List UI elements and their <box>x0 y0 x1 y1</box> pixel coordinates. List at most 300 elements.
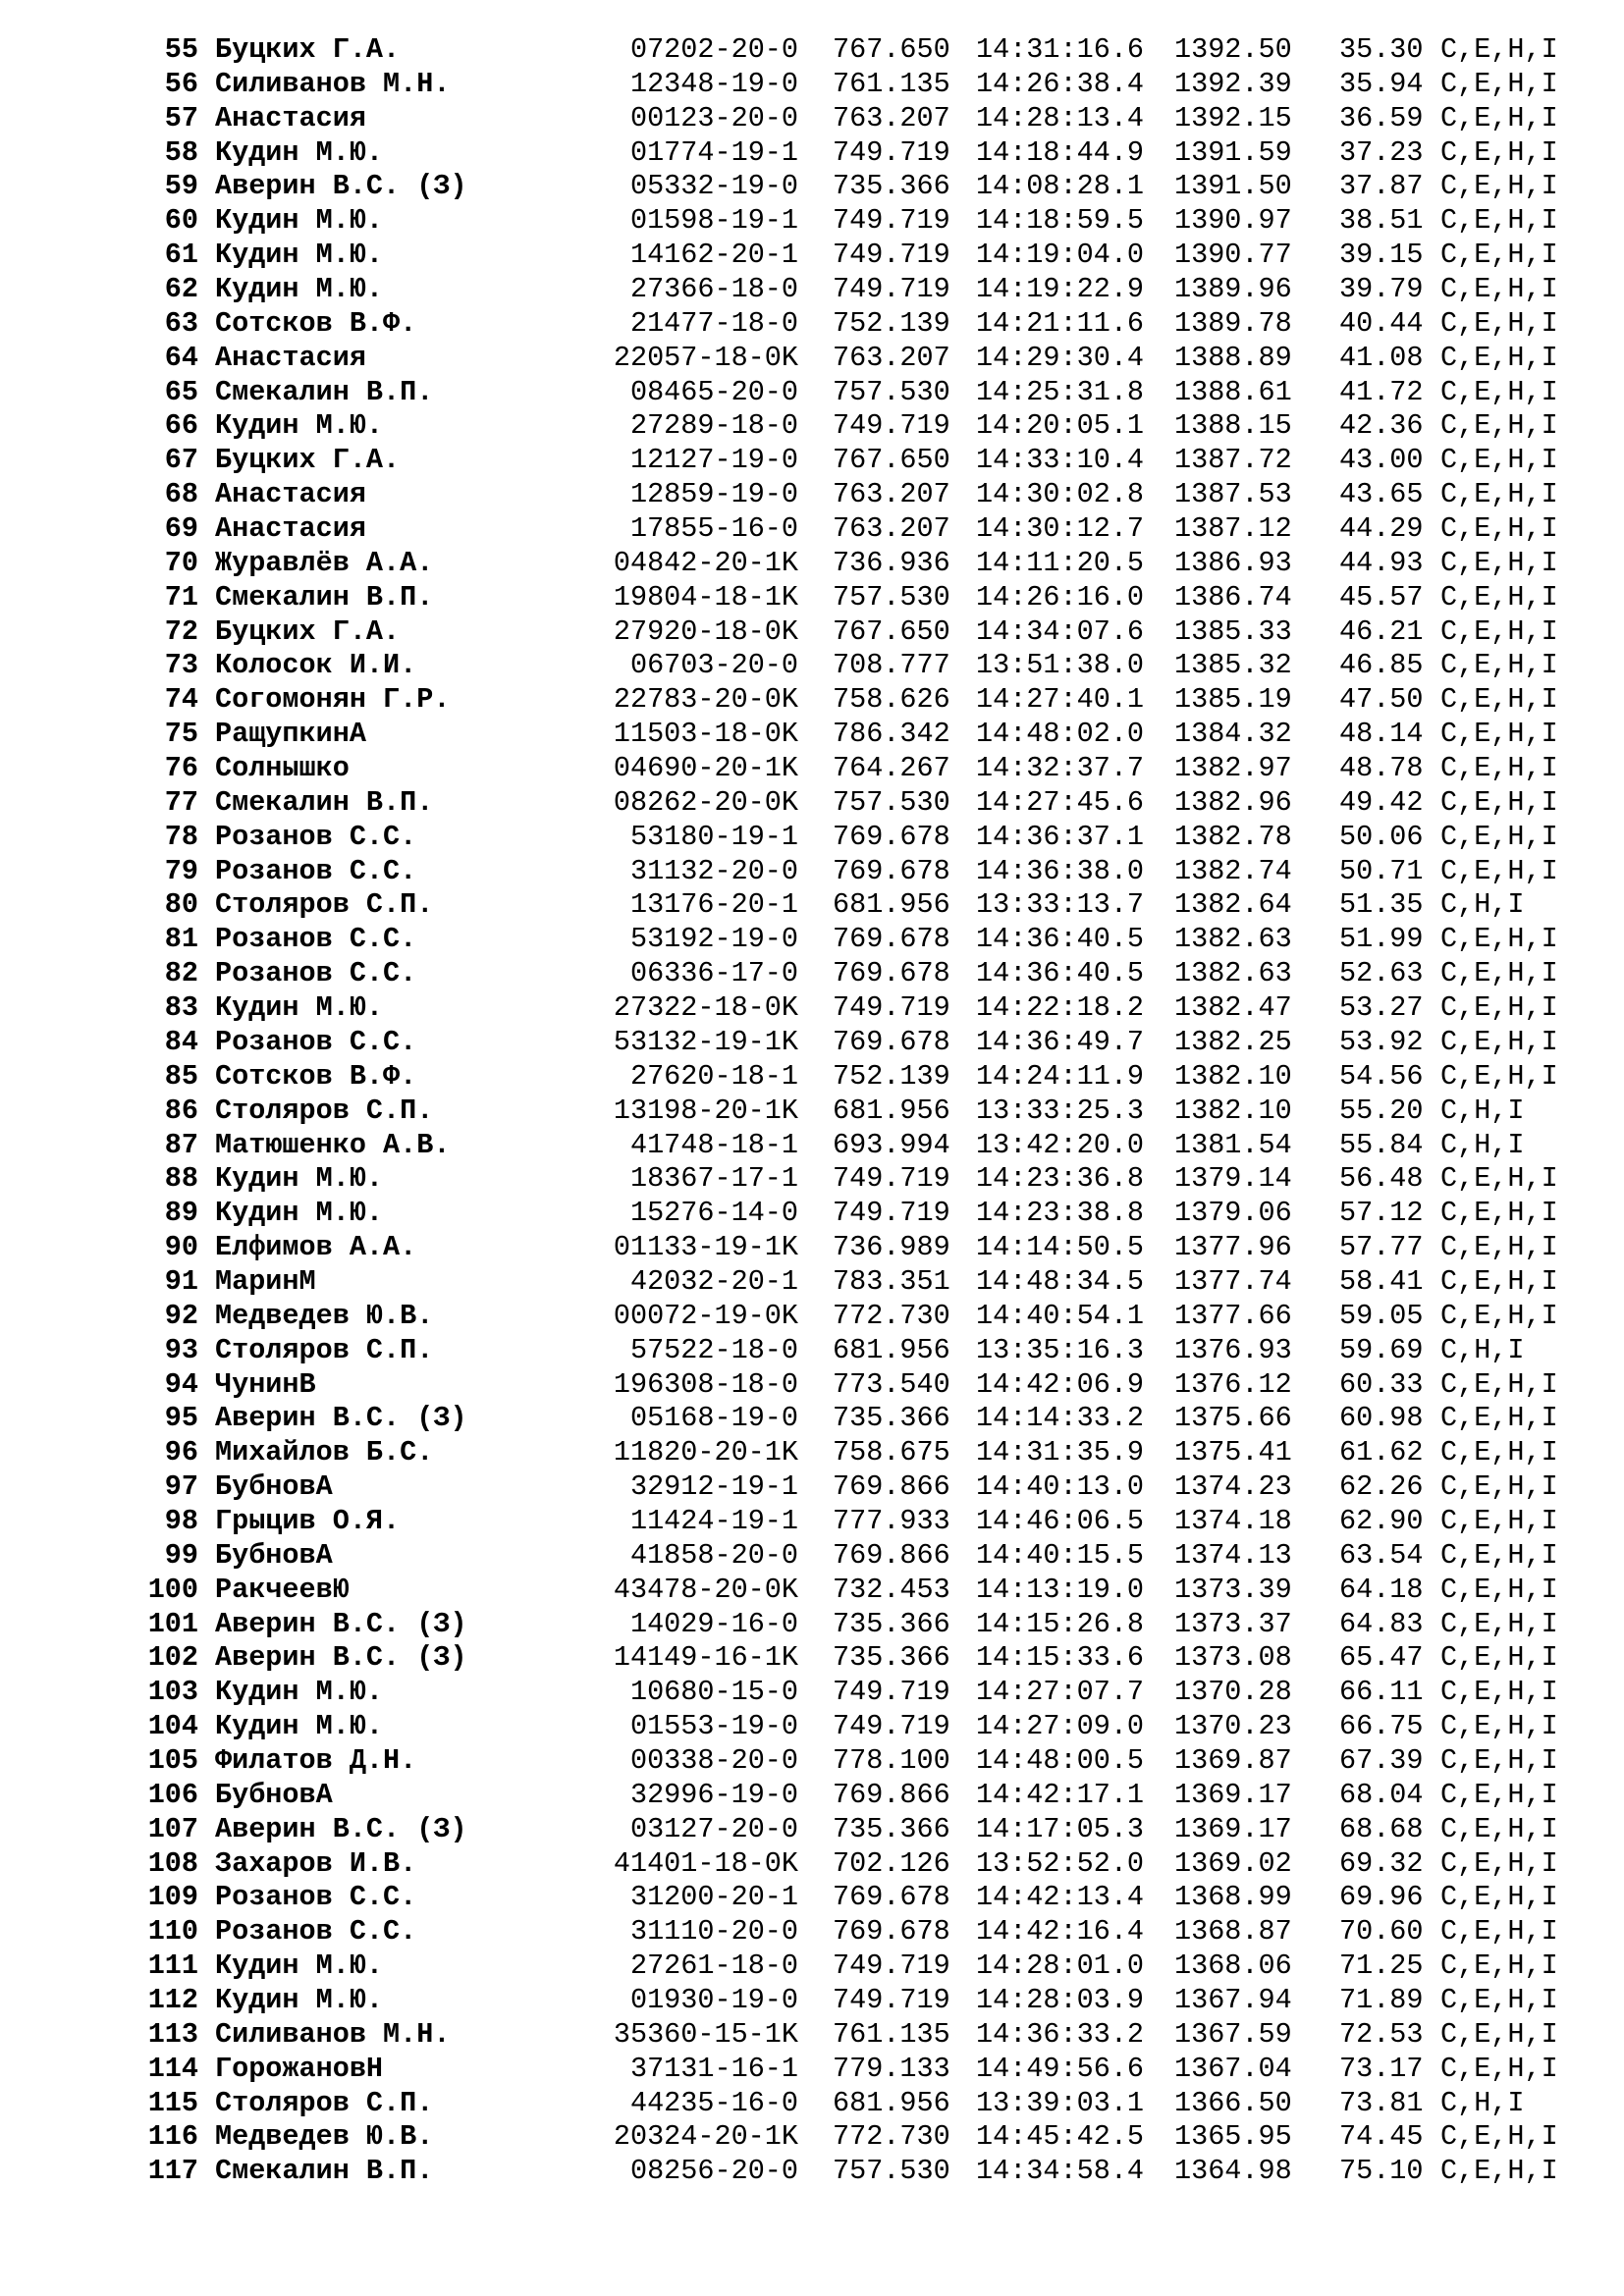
coefficient-cell: 41.72 <box>1339 375 1424 408</box>
marks-cell: C,E,H,I <box>1440 1367 1558 1401</box>
arrival-time-cell: 13:39:03.1 <box>976 2086 1145 2119</box>
arrival-time-cell: 14:20:05.1 <box>976 409 1145 443</box>
fancier-name-cell: Филатов Д.Н. <box>215 1743 417 1777</box>
coefficient-cell: 40.44 <box>1339 306 1424 340</box>
ring-number-cell: 20324-20-1K <box>613 2120 798 2154</box>
speed-cell: 1367.59 <box>1174 2017 1292 2051</box>
distance-cell: 693.994 <box>833 1128 950 1161</box>
ring-number-cell: 13198-20-1K <box>613 1094 798 1127</box>
place-cell: 97 <box>164 1470 198 1504</box>
arrival-time-cell: 14:28:01.0 <box>976 1949 1145 1983</box>
place-cell: 72 <box>164 614 198 648</box>
coefficient-cell: 67.39 <box>1339 1743 1424 1777</box>
place-cell: 59 <box>164 170 198 203</box>
arrival-time-cell: 14:24:11.9 <box>976 1059 1145 1093</box>
ring-number-cell: 03127-20-0 <box>629 1812 798 1845</box>
distance-cell: 761.135 <box>833 2017 950 2051</box>
place-cell: 107 <box>147 1812 198 1845</box>
speed-cell: 1373.08 <box>1174 1641 1292 1675</box>
arrival-time-cell: 14:31:35.9 <box>976 1436 1145 1469</box>
speed-cell: 1381.54 <box>1174 1128 1292 1161</box>
speed-cell: 1373.39 <box>1174 1573 1292 1606</box>
result-row <box>0 1744 1624 1779</box>
coefficient-cell: 65.47 <box>1339 1641 1424 1675</box>
distance-cell: 681.956 <box>833 1094 950 1127</box>
fancier-name-cell: Смекалин В.П. <box>215 375 434 408</box>
distance-cell: 767.650 <box>833 33 950 66</box>
place-cell: 93 <box>164 1333 198 1366</box>
fancier-name-cell: Медведев Ю.В. <box>215 2120 434 2154</box>
distance-cell: 764.267 <box>833 752 950 785</box>
fancier-name-cell: Колосок И.И. <box>215 649 417 682</box>
marks-cell: C,E,H,I <box>1440 1846 1558 1880</box>
ring-number-cell: 12348-19-0 <box>629 67 798 100</box>
ring-number-cell: 05168-19-0 <box>629 1402 798 1435</box>
fancier-name-cell: Кудин М.Ю. <box>215 991 384 1025</box>
speed-cell: 1390.97 <box>1174 204 1292 238</box>
fancier-name-cell: Смекалин В.П. <box>215 580 434 614</box>
arrival-time-cell: 14:27:45.6 <box>976 785 1145 819</box>
ring-number-cell: 11503-18-0K <box>613 718 798 751</box>
marks-cell: C,E,H,I <box>1440 1710 1558 1743</box>
place-cell: 101 <box>147 1607 198 1640</box>
ring-number-cell: 14162-20-1 <box>629 239 798 272</box>
arrival-time-cell: 14:23:38.8 <box>976 1197 1145 1230</box>
distance-cell: 769.866 <box>833 1778 950 1811</box>
coefficient-cell: 69.32 <box>1339 1846 1424 1880</box>
place-cell: 115 <box>147 2086 198 2119</box>
ring-number-cell: 14029-16-0 <box>629 1607 798 1640</box>
speed-cell: 1384.32 <box>1174 718 1292 751</box>
coefficient-cell: 62.90 <box>1339 1504 1424 1537</box>
fancier-name-cell: Грыцив О.Я. <box>215 1504 401 1537</box>
ring-number-cell: 01553-19-0 <box>629 1710 798 1743</box>
result-row <box>0 1641 1624 1676</box>
place-cell: 67 <box>164 444 198 477</box>
result-row <box>0 1162 1624 1197</box>
marks-cell: C,E,H,I <box>1440 1915 1558 1949</box>
distance-cell: 749.719 <box>833 1197 950 1230</box>
arrival-time-cell: 14:27:07.7 <box>976 1676 1145 1709</box>
coefficient-cell: 62.26 <box>1339 1470 1424 1504</box>
speed-cell: 1385.32 <box>1174 649 1292 682</box>
place-cell: 88 <box>164 1162 198 1196</box>
fancier-name-cell: БубновА <box>215 1470 333 1504</box>
marks-cell: C,H,I <box>1440 1094 1525 1127</box>
arrival-time-cell: 14:40:15.5 <box>976 1538 1145 1572</box>
fancier-name-cell: Розанов С.С. <box>215 1025 417 1058</box>
coefficient-cell: 35.30 <box>1339 33 1424 66</box>
arrival-time-cell: 14:45:42.5 <box>976 2120 1145 2154</box>
distance-cell: 732.453 <box>833 1573 950 1606</box>
arrival-time-cell: 14:34:07.6 <box>976 614 1145 648</box>
distance-cell: 736.989 <box>833 1231 950 1264</box>
place-cell: 76 <box>164 752 198 785</box>
result-row <box>0 478 1624 512</box>
marks-cell: C,E,H,I <box>1440 546 1558 579</box>
coefficient-cell: 66.75 <box>1339 1710 1424 1743</box>
ring-number-cell: 06703-20-0 <box>629 649 798 682</box>
marks-cell: C,E,H,I <box>1440 409 1558 443</box>
place-cell: 69 <box>164 512 198 546</box>
arrival-time-cell: 14:27:09.0 <box>976 1710 1145 1743</box>
fancier-name-cell: Розанов С.С. <box>215 1881 417 1914</box>
result-row <box>0 1197 1624 1231</box>
distance-cell: 749.719 <box>833 409 950 443</box>
marks-cell: C,E,H,I <box>1440 820 1558 853</box>
result-row <box>0 1095 1624 1129</box>
result-row <box>0 409 1624 444</box>
result-row <box>0 991 1624 1026</box>
arrival-time-cell: 14:21:11.6 <box>976 306 1145 340</box>
fancier-name-cell: ГорожановН <box>215 2052 384 2085</box>
coefficient-cell: 55.20 <box>1339 1094 1424 1127</box>
arrival-time-cell: 14:14:33.2 <box>976 1402 1145 1435</box>
result-row <box>0 1300 1624 1334</box>
place-cell: 104 <box>147 1710 198 1743</box>
ring-number-cell: 01133-19-1K <box>613 1231 798 1264</box>
arrival-time-cell: 14:30:12.7 <box>976 512 1145 546</box>
fancier-name-cell: Матюшенко А.В. <box>215 1128 451 1161</box>
distance-cell: 708.777 <box>833 649 950 682</box>
speed-cell: 1370.23 <box>1174 1710 1292 1743</box>
result-row <box>0 1710 1624 1744</box>
result-row <box>0 33 1624 68</box>
speed-cell: 1390.77 <box>1174 239 1292 272</box>
speed-cell: 1368.06 <box>1174 1949 1292 1983</box>
speed-cell: 1392.15 <box>1174 101 1292 134</box>
place-cell: 113 <box>147 2017 198 2051</box>
distance-cell: 749.719 <box>833 204 950 238</box>
coefficient-cell: 36.59 <box>1339 101 1424 134</box>
coefficient-cell: 55.84 <box>1339 1128 1424 1161</box>
result-row <box>0 1847 1624 1882</box>
fancier-name-cell: Сотсков В.Ф. <box>215 1059 417 1093</box>
arrival-time-cell: 14:31:16.6 <box>976 33 1145 66</box>
arrival-time-cell: 14:28:03.9 <box>976 1983 1145 2016</box>
ring-number-cell: 41858-20-0 <box>629 1538 798 1572</box>
place-cell: 75 <box>164 718 198 751</box>
distance-cell: 736.936 <box>833 546 950 579</box>
fancier-name-cell: Михайлов Б.С. <box>215 1436 434 1469</box>
ring-number-cell: 08465-20-0 <box>629 375 798 408</box>
result-row <box>0 273 1624 307</box>
speed-cell: 1369.87 <box>1174 1743 1292 1777</box>
distance-cell: 702.126 <box>833 1846 950 1880</box>
ring-number-cell: 00072-19-0K <box>613 1299 798 1332</box>
coefficient-cell: 43.00 <box>1339 444 1424 477</box>
ring-number-cell: 57522-18-0 <box>629 1333 798 1366</box>
result-row <box>0 547 1624 581</box>
coefficient-cell: 51.35 <box>1339 888 1424 922</box>
arrival-time-cell: 14:25:31.8 <box>976 375 1145 408</box>
speed-cell: 1369.02 <box>1174 1846 1292 1880</box>
arrival-time-cell: 14:22:18.2 <box>976 991 1145 1025</box>
place-cell: 68 <box>164 478 198 511</box>
fancier-name-cell: Силиванов М.Н. <box>215 2017 451 2051</box>
fancier-name-cell: Аверин В.С. (З) <box>215 1641 467 1675</box>
speed-cell: 1382.64 <box>1174 888 1292 922</box>
ring-number-cell: 22057-18-0K <box>613 341 798 374</box>
place-cell: 86 <box>164 1094 198 1127</box>
result-row <box>0 1608 1624 1642</box>
arrival-time-cell: 14:48:34.5 <box>976 1264 1145 1298</box>
speed-cell: 1382.97 <box>1174 752 1292 785</box>
coefficient-cell: 70.60 <box>1339 1915 1424 1949</box>
ring-number-cell: 53132-19-1K <box>613 1025 798 1058</box>
result-row <box>0 1129 1624 1163</box>
fancier-name-cell: Анастасия <box>215 512 366 546</box>
place-cell: 56 <box>164 67 198 100</box>
place-cell: 116 <box>147 2120 198 2154</box>
distance-cell: 779.133 <box>833 2052 950 2085</box>
coefficient-cell: 38.51 <box>1339 204 1424 238</box>
result-row <box>0 1505 1624 1539</box>
ring-number-cell: 53180-19-1 <box>629 820 798 853</box>
speed-cell: 1389.96 <box>1174 273 1292 306</box>
marks-cell: C,E,H,I <box>1440 512 1558 546</box>
marks-cell: C,E,H,I <box>1440 1231 1558 1264</box>
arrival-time-cell: 14:28:13.4 <box>976 101 1145 134</box>
speed-cell: 1376.12 <box>1174 1367 1292 1401</box>
marks-cell: C,E,H,I <box>1440 33 1558 66</box>
speed-cell: 1375.66 <box>1174 1402 1292 1435</box>
marks-cell: C,E,H,I <box>1440 854 1558 887</box>
arrival-time-cell: 14:40:54.1 <box>976 1299 1145 1332</box>
distance-cell: 749.719 <box>833 273 950 306</box>
distance-cell: 763.207 <box>833 478 950 511</box>
speed-cell: 1388.89 <box>1174 341 1292 374</box>
fancier-name-cell: Буцких Г.А. <box>215 614 401 648</box>
coefficient-cell: 72.53 <box>1339 2017 1424 2051</box>
marks-cell: C,E,H,I <box>1440 1025 1558 1058</box>
coefficient-cell: 45.57 <box>1339 580 1424 614</box>
distance-cell: 772.730 <box>833 1299 950 1332</box>
distance-cell: 749.719 <box>833 1710 950 1743</box>
result-row <box>0 1436 1624 1470</box>
place-cell: 99 <box>164 1538 198 1572</box>
fancier-name-cell: Захаров И.В. <box>215 1846 417 1880</box>
marks-cell: C,E,H,I <box>1440 444 1558 477</box>
distance-cell: 769.678 <box>833 820 950 853</box>
place-cell: 112 <box>147 1983 198 2016</box>
marks-cell: C,E,H,I <box>1440 1402 1558 1435</box>
place-cell: 57 <box>164 101 198 134</box>
distance-cell: 752.139 <box>833 1059 950 1093</box>
place-cell: 61 <box>164 239 198 272</box>
fancier-name-cell: ЧунинВ <box>215 1367 316 1401</box>
result-row <box>0 2018 1624 2053</box>
fancier-name-cell: Сотсков В.Ф. <box>215 306 417 340</box>
arrival-time-cell: 14:19:22.9 <box>976 273 1145 306</box>
distance-cell: 769.866 <box>833 1470 950 1504</box>
distance-cell: 735.366 <box>833 1812 950 1845</box>
speed-cell: 1391.59 <box>1174 135 1292 169</box>
ring-number-cell: 10680-15-0 <box>629 1676 798 1709</box>
fancier-name-cell: Розанов С.С. <box>215 957 417 990</box>
coefficient-cell: 73.81 <box>1339 2086 1424 2119</box>
arrival-time-cell: 14:13:19.0 <box>976 1573 1145 1606</box>
arrival-time-cell: 14:29:30.4 <box>976 341 1145 374</box>
place-cell: 87 <box>164 1128 198 1161</box>
ring-number-cell: 00123-20-0 <box>629 101 798 134</box>
fancier-name-cell: Столяров С.П. <box>215 1333 434 1366</box>
coefficient-cell: 35.94 <box>1339 67 1424 100</box>
arrival-time-cell: 14:42:17.1 <box>976 1778 1145 1811</box>
arrival-time-cell: 14:48:02.0 <box>976 718 1145 751</box>
coefficient-cell: 63.54 <box>1339 1538 1424 1572</box>
arrival-time-cell: 14:18:44.9 <box>976 135 1145 169</box>
place-cell: 96 <box>164 1436 198 1469</box>
fancier-name-cell: Столяров С.П. <box>215 888 434 922</box>
result-row <box>0 1368 1624 1403</box>
distance-cell: 735.366 <box>833 1607 950 1640</box>
coefficient-cell: 71.89 <box>1339 1983 1424 2016</box>
ring-number-cell: 31132-20-0 <box>629 854 798 887</box>
speed-cell: 1382.25 <box>1174 1025 1292 1058</box>
marks-cell: C,E,H,I <box>1440 1264 1558 1298</box>
fancier-name-cell: Кудин М.Ю. <box>215 1162 384 1196</box>
marks-cell: C,E,H,I <box>1440 1470 1558 1504</box>
result-row <box>0 1026 1624 1060</box>
arrival-time-cell: 13:52:52.0 <box>976 1846 1145 1880</box>
ring-number-cell: 01774-19-1 <box>629 135 798 169</box>
coefficient-cell: 61.62 <box>1339 1436 1424 1469</box>
ring-number-cell: 32912-19-1 <box>629 1470 798 1504</box>
distance-cell: 735.366 <box>833 1641 950 1675</box>
place-cell: 60 <box>164 204 198 238</box>
result-row <box>0 170 1624 204</box>
coefficient-cell: 53.27 <box>1339 991 1424 1025</box>
result-row <box>0 786 1624 821</box>
fancier-name-cell: РакчеевЮ <box>215 1573 350 1606</box>
coefficient-cell: 68.04 <box>1339 1778 1424 1811</box>
marks-cell: C,E,H,I <box>1440 239 1558 272</box>
coefficient-cell: 66.11 <box>1339 1676 1424 1709</box>
place-cell: 63 <box>164 306 198 340</box>
speed-cell: 1377.74 <box>1174 1264 1292 1298</box>
ring-number-cell: 32996-19-0 <box>629 1778 798 1811</box>
marks-cell: C,H,I <box>1440 888 1525 922</box>
speed-cell: 1389.78 <box>1174 306 1292 340</box>
place-cell: 58 <box>164 135 198 169</box>
fancier-name-cell: Розанов С.С. <box>215 854 417 887</box>
result-row <box>0 1265 1624 1300</box>
ring-number-cell: 08262-20-0K <box>613 785 798 819</box>
coefficient-cell: 64.18 <box>1339 1573 1424 1606</box>
ring-number-cell: 06336-17-0 <box>629 957 798 990</box>
place-cell: 91 <box>164 1264 198 1298</box>
coefficient-cell: 51.99 <box>1339 923 1424 956</box>
arrival-time-cell: 13:33:13.7 <box>976 888 1145 922</box>
result-row <box>0 1574 1624 1608</box>
arrival-time-cell: 13:35:16.3 <box>976 1333 1145 1366</box>
distance-cell: 757.530 <box>833 785 950 819</box>
place-cell: 92 <box>164 1299 198 1332</box>
place-cell: 100 <box>147 1573 198 1606</box>
speed-cell: 1392.39 <box>1174 67 1292 100</box>
fancier-name-cell: БубновА <box>215 1778 333 1811</box>
speed-cell: 1388.15 <box>1174 409 1292 443</box>
marks-cell: C,E,H,I <box>1440 649 1558 682</box>
result-row <box>0 102 1624 136</box>
speed-cell: 1367.94 <box>1174 1983 1292 2016</box>
fancier-name-cell: Согомонян Г.Р. <box>215 683 451 717</box>
distance-cell: 778.100 <box>833 1743 950 1777</box>
distance-cell: 757.530 <box>833 375 950 408</box>
distance-cell: 749.719 <box>833 1983 950 2016</box>
arrival-time-cell: 14:42:13.4 <box>976 1881 1145 1914</box>
result-row <box>0 376 1624 410</box>
result-row <box>0 239 1624 273</box>
arrival-time-cell: 14:30:02.8 <box>976 478 1145 511</box>
ring-number-cell: 41748-18-1 <box>629 1128 798 1161</box>
place-cell: 108 <box>147 1846 198 1880</box>
coefficient-cell: 64.83 <box>1339 1607 1424 1640</box>
arrival-time-cell: 14:26:16.0 <box>976 580 1145 614</box>
arrival-time-cell: 14:08:28.1 <box>976 170 1145 203</box>
arrival-time-cell: 14:15:26.8 <box>976 1607 1145 1640</box>
ring-number-cell: 27322-18-0K <box>613 991 798 1025</box>
arrival-time-cell: 14:36:38.0 <box>976 854 1145 887</box>
distance-cell: 769.678 <box>833 957 950 990</box>
marks-cell: C,E,H,I <box>1440 375 1558 408</box>
speed-cell: 1382.47 <box>1174 991 1292 1025</box>
place-cell: 89 <box>164 1197 198 1230</box>
place-cell: 84 <box>164 1025 198 1058</box>
coefficient-cell: 48.78 <box>1339 752 1424 785</box>
fancier-name-cell: Буцких Г.А. <box>215 444 401 477</box>
fancier-name-cell: РащупкинА <box>215 718 366 751</box>
ring-number-cell: 41401-18-0K <box>613 1846 798 1880</box>
place-cell: 66 <box>164 409 198 443</box>
distance-cell: 757.530 <box>833 2155 950 2188</box>
place-cell: 65 <box>164 375 198 408</box>
place-cell: 62 <box>164 273 198 306</box>
coefficient-cell: 39.79 <box>1339 273 1424 306</box>
result-row <box>0 1231 1624 1265</box>
speed-cell: 1385.33 <box>1174 614 1292 648</box>
ring-number-cell: 43478-20-0K <box>613 1573 798 1606</box>
marks-cell: C,E,H,I <box>1440 957 1558 990</box>
coefficient-cell: 37.87 <box>1339 170 1424 203</box>
result-row <box>0 923 1624 957</box>
fancier-name-cell: Елфимов А.А. <box>215 1231 417 1264</box>
distance-cell: 777.933 <box>833 1504 950 1537</box>
distance-cell: 758.675 <box>833 1436 950 1469</box>
coefficient-cell: 47.50 <box>1339 683 1424 717</box>
arrival-time-cell: 14:23:36.8 <box>976 1162 1145 1196</box>
fancier-name-cell: Розанов С.С. <box>215 923 417 956</box>
fancier-name-cell: Смекалин В.П. <box>215 2155 434 2188</box>
result-row <box>0 855 1624 889</box>
ring-number-cell: 27261-18-0 <box>629 1949 798 1983</box>
result-row <box>0 1539 1624 1574</box>
place-cell: 103 <box>147 1676 198 1709</box>
distance-cell: 767.650 <box>833 614 950 648</box>
ring-number-cell: 12127-19-0 <box>629 444 798 477</box>
result-row <box>0 581 1624 615</box>
fancier-name-cell: Анастасия <box>215 101 366 134</box>
speed-cell: 1387.12 <box>1174 512 1292 546</box>
place-cell: 64 <box>164 341 198 374</box>
place-cell: 80 <box>164 888 198 922</box>
speed-cell: 1386.74 <box>1174 580 1292 614</box>
speed-cell: 1373.37 <box>1174 1607 1292 1640</box>
coefficient-cell: 59.05 <box>1339 1299 1424 1332</box>
place-cell: 117 <box>147 2155 198 2188</box>
marks-cell: C,E,H,I <box>1440 683 1558 717</box>
